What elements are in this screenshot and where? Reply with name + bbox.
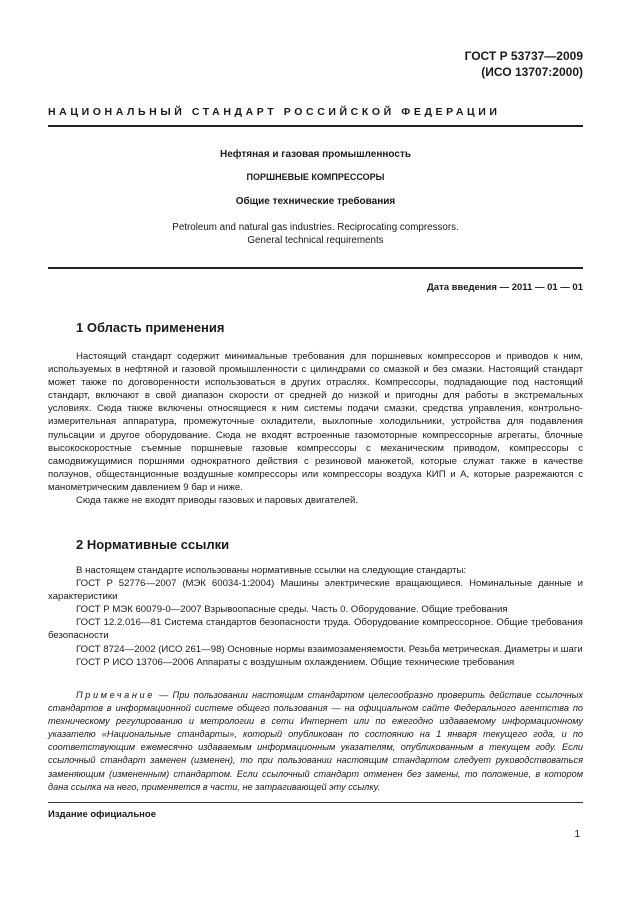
title-industry: Нефтяная и газовая промышленность: [220, 149, 411, 160]
title-subject: ПОРШНЕВЫЕ КОМПРЕССОРЫ: [246, 172, 385, 182]
reference-item: ГОСТ Р ИСО 13706—2006 Аппараты с воздушным охлаждением. Общие технические требования: [76, 656, 515, 668]
section-1-paragraph: Сюда также не входят приводы газовых и паровых двигателей.: [76, 495, 358, 507]
reference-item: ГОСТ Р МЭК 60079-0—2007 Взрывоопасные среды. Часть 0. Оборудование. Общие требования: [76, 604, 508, 616]
references-note: [48, 689, 583, 794]
page-number: 1: [574, 829, 580, 840]
section-1-body: [48, 350, 583, 507]
note-text: — При пользовании настоящим стандартом целесообразно проверить действие ссылочных стандартов в информационной системе общего пользования — на официальном сайте Федерального агентства по техническому регулированию и метрологии в сети Интернет или по ежегодно издаваемому информационному указателю «Национальные стандарты», который опубликован по состоянию на 1 января текущего года, и по соответствующим ежемесячно издаваемым информационным указателям, опубликованным в текущем году. Если ссылочный стандарт заменен (изменен), то при пользовании настоящим стандартом следует руководствоваться заменяющим (измененным) стандартом. Если ссылочный стандарт отменен без замены, то положение, в котором дана ссылка на него, применяется в части, не затрагивающей эту ссылку.: [48, 690, 583, 792]
header-divider: [48, 125, 583, 127]
references-intro: В настоящем стандарте использованы нормативные ссылки на следующие стандарты:: [76, 565, 467, 576]
reference-item: ГОСТ 8724—2002 (ИСО 261—98) Основные нормы взаимозаменяемости. Резьба метрическая. Диаметры и шаги: [76, 643, 583, 655]
reference-item: ГОСТ 12.2.016—81 Система стандартов безопасности труда. Оборудование компрессорное. Общие требования безопасности: [48, 617, 583, 642]
section-1-heading: 1 Область применения: [76, 320, 225, 335]
section-1-paragraph: Настоящий стандарт содержит минимальные требования для поршневых компрессоров и приводов к ним, используемых в нефтяной и газовой промышленности с цилиндрами со смазкой и без смазки. Настоящий стандарт может также по договоренности использоваться в других отраслях. Компрессоры, подпадающие под настоящий стандарт, включают в свой диапазон скорости от средней до низкой и пригодны для работы в экстремальных условиях. Сюда также включены относящиеся к ним системы подачи смазки, средства управления, контрольно-измерительная аппаратура, промежуточные охладители, выхлопные холодильники, устройства для подавления пульсации и другое оборудование. Сюда не входят встроенные газомоторные компрессорные агрегаты, блочные высокоскоростные съемные поршневые газовые компрессоры с механическим приводом, компрессоры с самодвижущимися поршнями однократного действия с резиновой манжетой, которые служат также в качестве ползунов, общестанционные воздушные компрессоры или компрессоры воздуха КИП и А, которые разрежаются с манометрическим давлением 9 бар и ниже.: [48, 351, 583, 493]
title-english-line2: General technical requirements: [247, 235, 384, 246]
section-2-heading: 2 Нормативные ссылки: [76, 537, 230, 552]
document-number-block: [465, 48, 583, 80]
title-subtitle: Общие технические требования: [235, 196, 396, 207]
gost-number: ГОСТ Р 53737—2009: [464, 49, 583, 63]
reference-item: ГОСТ Р 52776—2007 (МЭК 60034-1:2004) Машины электрические вращающиеся. Номинальные данные и характеристики: [48, 578, 583, 603]
official-edition-label: Издание официальное: [48, 809, 156, 820]
introduction-date: Дата введения — 2011 — 01 — 01: [427, 282, 583, 293]
iso-number: (ИСО 13707:2000): [481, 65, 583, 79]
national-standard-banner: НАЦИОНАЛЬНЫЙ СТАНДАРТ РОССИЙСКОЙ ФЕДЕРАЦИИ: [48, 106, 501, 118]
footer-divider: [48, 802, 583, 803]
note-label: Примечание: [76, 690, 155, 700]
section-2-body: [48, 564, 583, 669]
title-divider: [48, 267, 583, 269]
title-english-line1: Petroleum and natural gas industries. Reciprocating compressors.: [172, 222, 459, 233]
